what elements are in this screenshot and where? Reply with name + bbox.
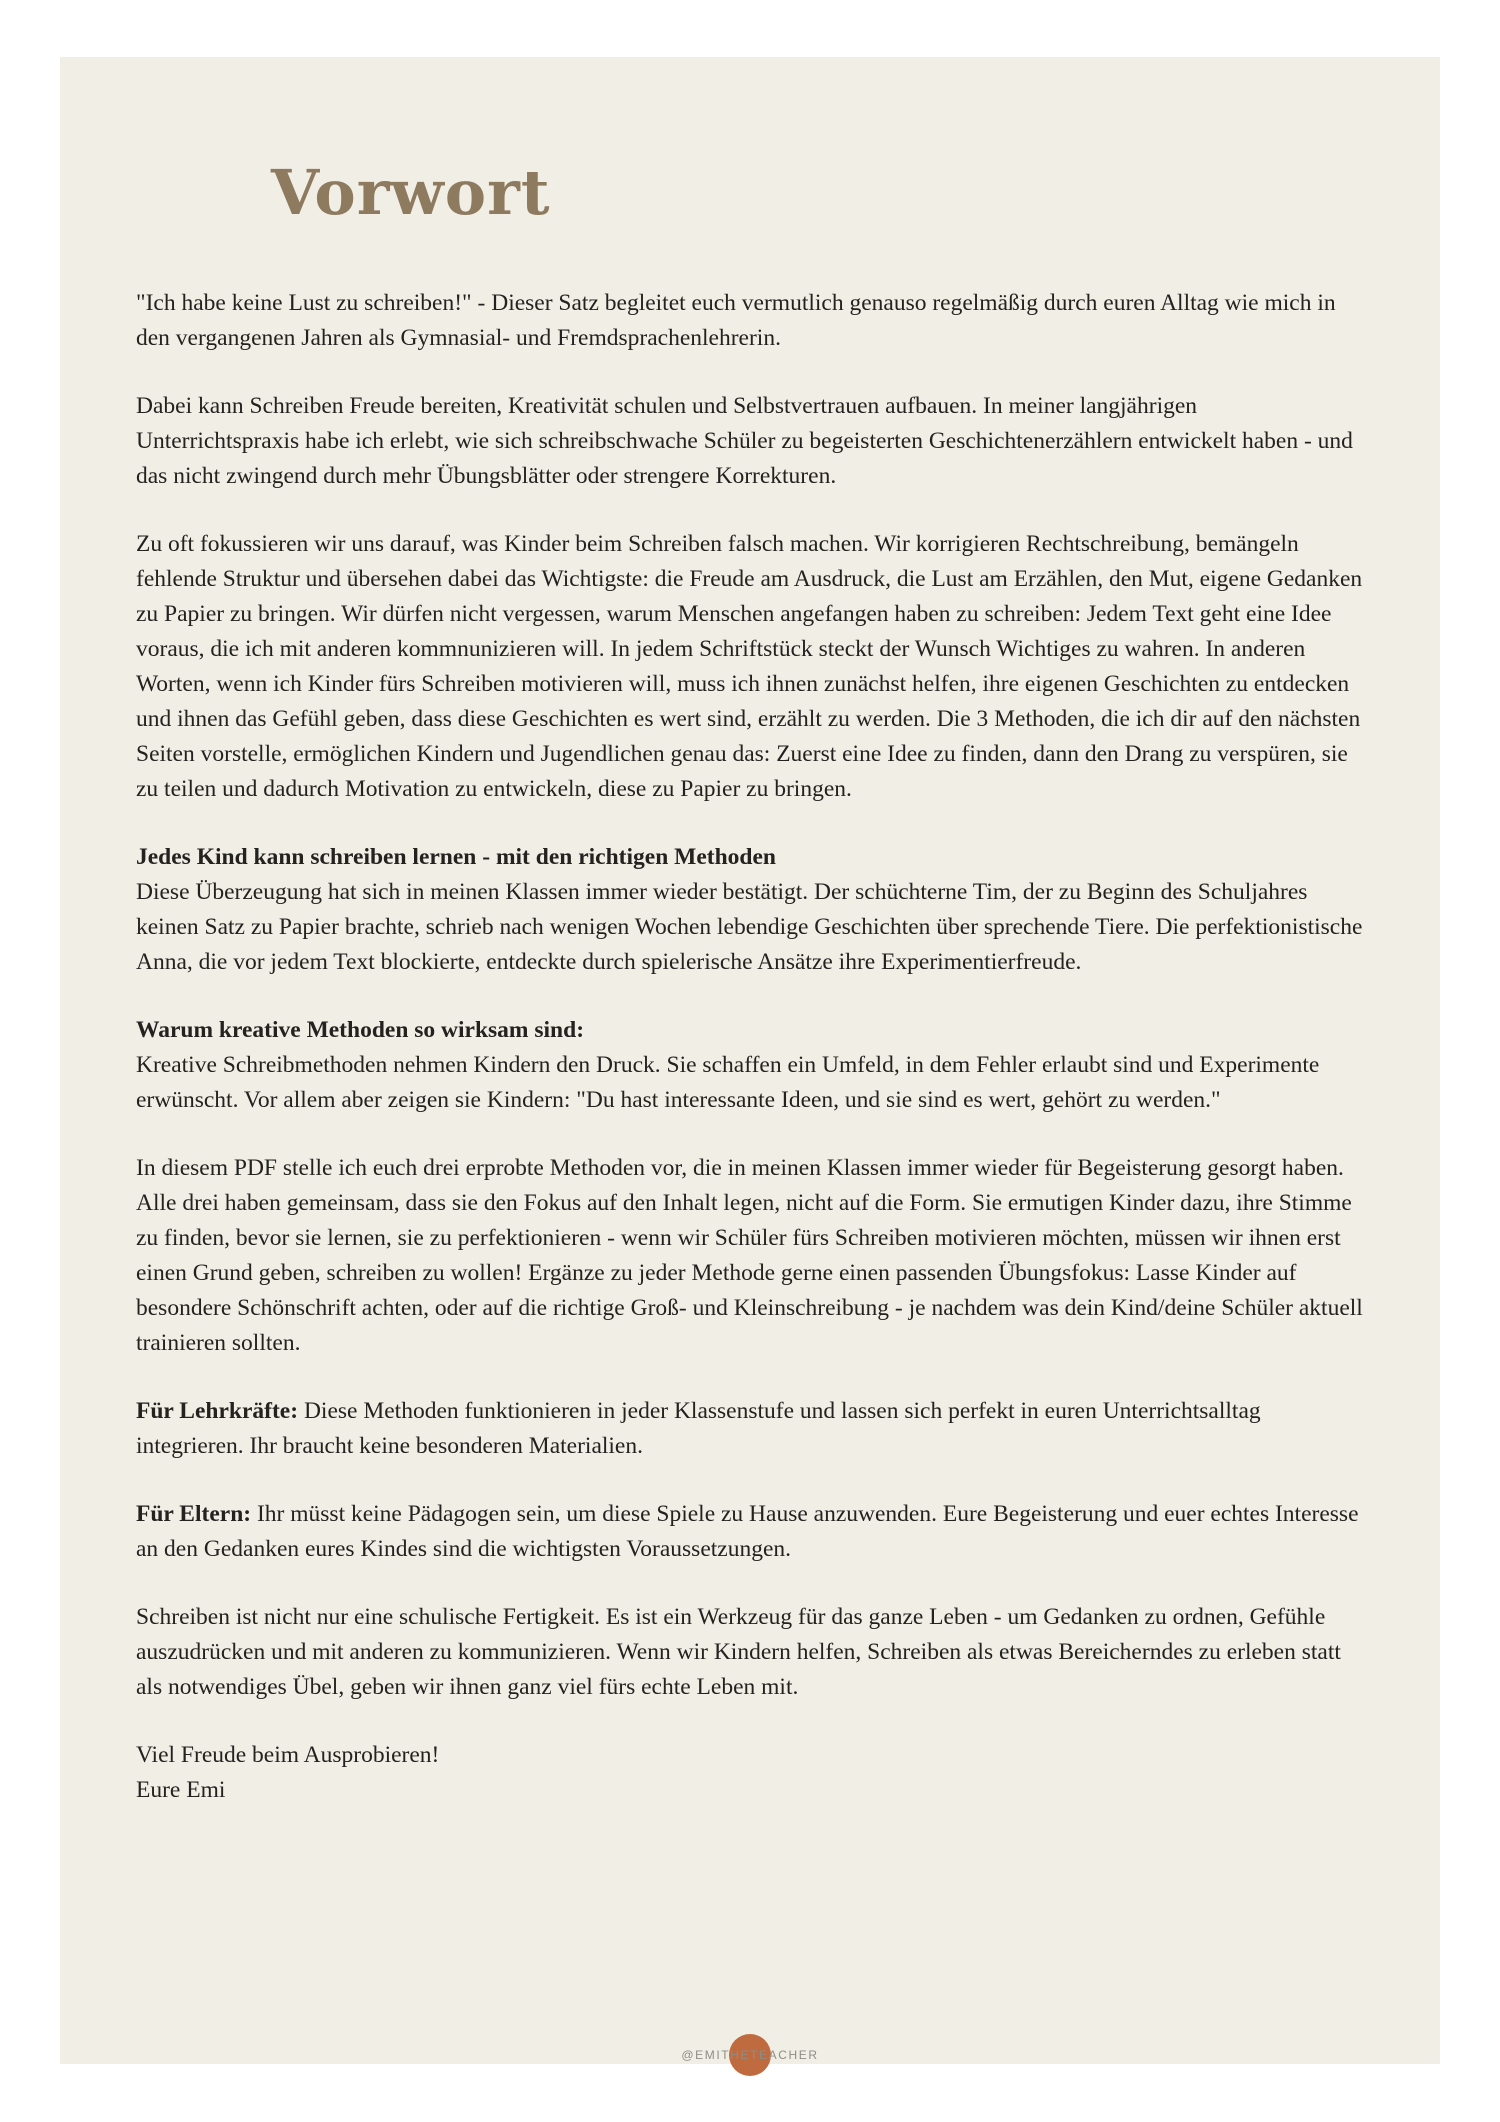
- footer: [60, 2034, 1440, 2076]
- paragraph-kreative-methoden: Kreative Schreibmethoden nehmen Kindern den Druck. Sie schaffen ein Umfeld, in dem Fehler erlaubt sind und Experimente erwünscht. Vor allem aber zeigen sie Kindern: "Du hast interessante Ideen, und sie sind es wert, gehört zu werden.": [136, 1052, 1320, 1113]
- document-page: [60, 57, 1440, 2064]
- closing-line-1: Viel Freude beim Ausprobieren!: [136, 1742, 440, 1768]
- text-lehrkraefte: Diese Methoden funktionieren in jeder Klassenstufe und lassen sich perfekt in euren Unterrichtsalltag integrieren. Ihr braucht keine besonderen Materialien.: [136, 1398, 1261, 1459]
- paragraph-freude: Dabei kann Schreiben Freude bereiten, Kreativität schulen und Selbstvertrauen aufbauen. In meiner langjährigen Unterrichtspraxis habe ich erlebt, wie sich schreibschwache Schüler zu begeisterten Geschichtenerzählern entwickelt haben - und das nicht zwingend durch mehr Übungsblätter oder strengere Korrekturen.: [136, 393, 1353, 489]
- paragraph-fokus: Zu oft fokussieren wir uns darauf, was Kinder beim Schreiben falsch machen. Wir korrigieren Rechtschreibung, bemängeln fehlende Struktur und übersehen dabei das Wichtigste: die Freude am Ausdruck, die Lust am Erzählen, den Mut, eigene Gedanken zu Papier zu bringen. Wir dürfen nicht vergessen, warum Menschen angefangen haben zu schreiben: Jedem Text geht eine Idee voraus, die ich mit anderen kommnunizieren will. In jedem Schriftstück steckt der Wunsch Wichtiges zu wahren. In anderen Worten, wenn ich Kinder fürs Schreiben motivieren will, muss ich ihnen zunächst helfen, ihre eigenen Geschichten zu entdecken und ihnen das Gefühl geben, dass diese Geschichten es wert sind, erzählt zu werden. Die 3 Methoden, die ich dir auf den nächsten Seiten vorstelle, ermöglichen Kindern und Jugendlichen genau das: Zuerst eine Idee zu finden, dann den Drang zu verspüren, sie zu teilen und dadurch Motivation zu entwickeln, diese zu Papier zu bringen.: [136, 531, 1363, 802]
- closing-line-2: Eure Emi: [136, 1777, 226, 1803]
- section-heading-warum-kreativ: Warum kreative Methoden so wirksam sind:: [136, 1017, 585, 1043]
- page-title: Vorwort: [271, 156, 551, 229]
- section-heading-jedes-kind: Jedes Kind kann schreiben lernen - mit den richtigen Methoden: [136, 844, 776, 870]
- paragraph-eltern: [136, 1497, 1364, 1567]
- instagram-handle: @EMITHETEACHER: [681, 2048, 819, 2062]
- paragraph-intro: "Ich habe keine Lust zu schreiben!" - Dieser Satz begleitet euch vermutlich genauso regelmäßig durch euren Alltag wie mich in den vergangenen Jahren als Gymnasial- und Fremdsprachenlehrerin.: [136, 290, 1336, 351]
- paragraph-schlussgedanke: Schreiben ist nicht nur eine schulische Fertigkeit. Es ist ein Werkzeug für das ganze Leben - um Gedanken zu ordnen, Gefühle auszudrücken und mit anderen zu kommunizieren. Wenn wir Kindern helfen, Schreiben als etwas Bereicherndes zu erleben statt als notwendiges Übel, geben wir ihnen ganz viel fürs echte Leben mit.: [136, 1604, 1341, 1700]
- lead-lehrkraefte: Für Lehrkräfte:: [136, 1398, 299, 1424]
- text-eltern: Ihr müsst keine Pädagogen sein, um diese Spiele zu Hause anzuwenden. Eure Begeisterung und euer echtes Interesse an den Gedanken eures Kindes sind die wichtigsten Voraussetzungen.: [136, 1501, 1359, 1562]
- paragraph-lehrkraefte: [136, 1394, 1364, 1464]
- page-content: [60, 156, 1440, 1808]
- paragraph-pdf-methoden: In diesem PDF stelle ich euch drei erprobte Methoden vor, die in meinen Klassen immer wieder für Begeisterung gesorgt haben. Alle drei haben gemeinsam, dass sie den Fokus auf den Inhalt legen, nicht auf die Form. Sie ermutigen Kinder dazu, ihre Stimme zu finden, bevor sie lernen, sie zu perfektionieren - wenn wir Schüler fürs Schreiben motivieren möchten, müssen wir ihnen erst einen Grund geben, schreiben zu wollen! Ergänze zu jeder Methode gerne einen passenden Übungsfokus: Lasse Kinder auf besondere Schönschrift achten, oder auf die richtige Groß- und Kleinschreibung - je nachdem was dein Kind/deine Schüler aktuell trainieren sollten.: [136, 1155, 1363, 1356]
- lead-eltern: Für Eltern:: [136, 1501, 252, 1527]
- paragraph-ueberzeugung: Diese Überzeugung hat sich in meinen Klassen immer wieder bestätigt. Der schüchterne Tim, der zu Beginn des Schuljahres keinen Satz zu Papier brachte, schrieb nach wenigen Wochen lebendige Geschichten über sprechende Tiere. Die perfektionistische Anna, die vor jedem Text blockierte, entdeckte durch spielerische Ansätze ihre Experimentierfreude.: [136, 879, 1363, 975]
